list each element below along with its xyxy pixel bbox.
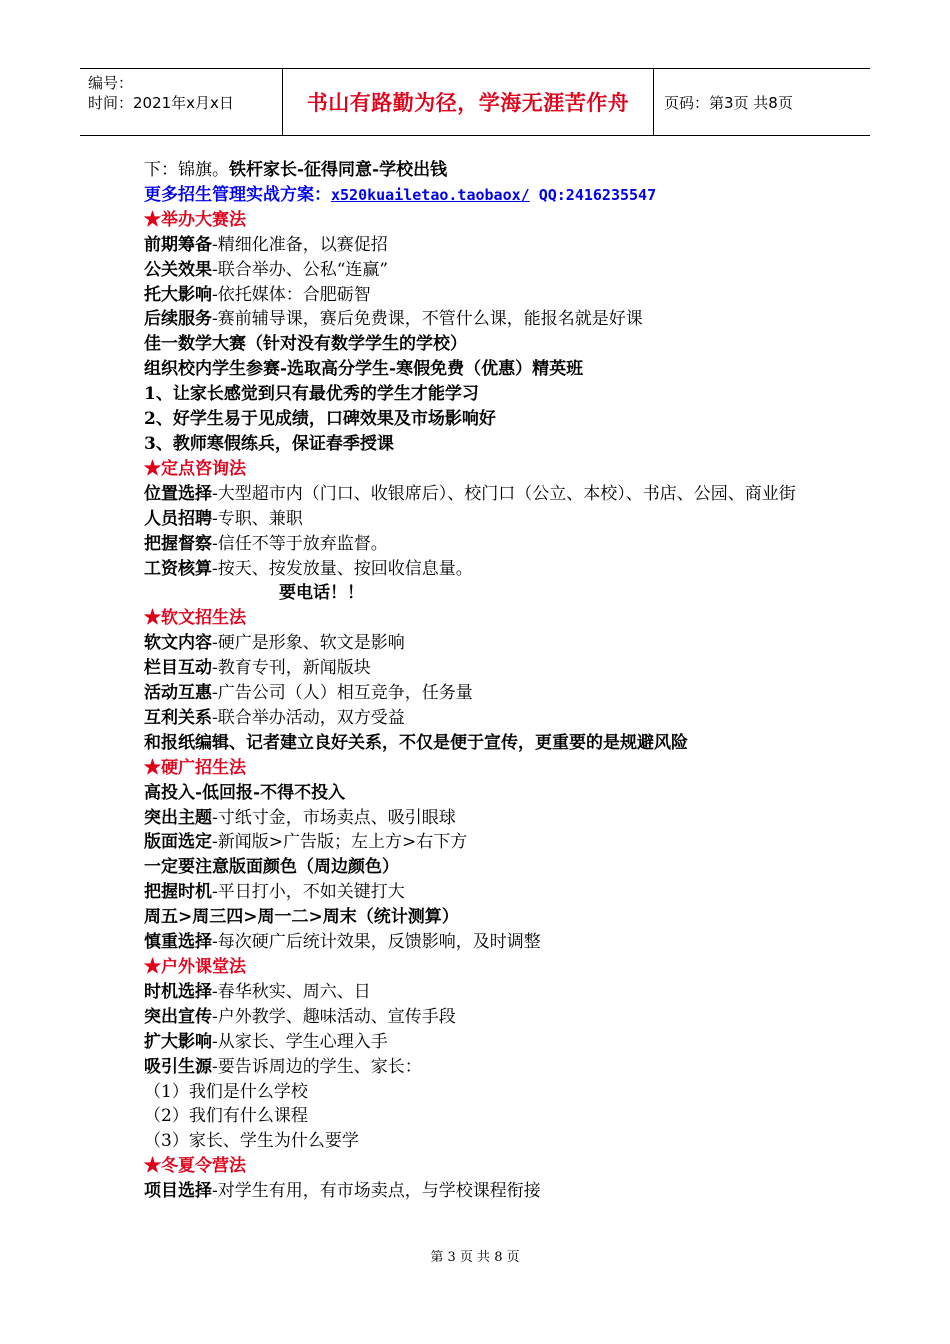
text-line (144, 930, 814, 955)
text-run: 扩大影响 (144, 1031, 212, 1052)
text-line (144, 955, 814, 980)
promo-text: 更多招生管理实战方案： (144, 184, 331, 205)
text-line (144, 756, 814, 781)
text-line (144, 980, 814, 1005)
section-heading: ★冬夏令营法 (144, 1156, 246, 1177)
text-run: -专职、兼职 (212, 508, 303, 529)
text-run: -广告公司（人）相互竞争，任务量 (212, 683, 473, 704)
text-line (144, 706, 814, 731)
text-run: 后续服务 (144, 309, 212, 330)
text-line (144, 855, 814, 880)
text-run: 3、教师寒假练兵，保证春季授课 (144, 433, 394, 454)
text-line (144, 830, 814, 855)
text-run: 佳一数学大赛（针对没有数学学生的学校） (144, 334, 467, 355)
time-label: 时间：2021年x月x日 (88, 94, 234, 112)
text-run: -按天、按发放量、按回收信息量。 (212, 558, 473, 579)
text-line (144, 482, 814, 507)
text-line (144, 880, 814, 905)
text-line (144, 606, 814, 631)
text-run: 周五>周三四>周一二>周末（统计测算） (144, 907, 459, 928)
page-footer: 第 3 页 共 8 页 (430, 1250, 520, 1265)
text-run: 项目选择 (144, 1181, 212, 1202)
text-run: 突出宣传 (144, 1006, 212, 1027)
text-run: -教育专刊，新闻版块 (212, 658, 371, 679)
text-line (144, 1055, 814, 1080)
document-body (144, 158, 814, 1204)
text-line (144, 781, 814, 806)
text-run: 公关效果 (144, 259, 212, 280)
text-run: -要告诉周边的学生、家长： (212, 1056, 422, 1077)
text-run: -硬广是形象、软文是影响 (212, 633, 405, 654)
text-line (144, 557, 814, 582)
text-run: 前期筹备 (144, 234, 212, 255)
text-line (144, 357, 814, 382)
text-line (144, 581, 814, 606)
text-run: 版面选定 (144, 832, 212, 853)
text-line (144, 681, 814, 706)
text-line (144, 283, 814, 308)
text-run: 时机选择 (144, 981, 212, 1002)
text-line (144, 183, 814, 208)
text-line (144, 1154, 814, 1179)
text-run: -依托媒体：合肥砺智 (212, 284, 371, 305)
text-line (144, 208, 814, 233)
text-run: 铁杆家长-征得同意-学校出钱 (229, 160, 448, 180)
text-line (144, 307, 814, 332)
page-header (80, 68, 870, 136)
header-motto: 书山有路勤为径，学海无涯苦作舟 (306, 91, 630, 115)
text-line (144, 258, 814, 283)
text-run: 吸引生源 (144, 1056, 212, 1077)
text-run: （1）我们是什么学校 (144, 1081, 308, 1102)
text-line (144, 656, 814, 681)
text-run: -寸纸寸金，市场卖点、吸引眼球 (212, 807, 456, 828)
text-line (144, 1080, 814, 1105)
text-run: 下：锦旗。 (144, 160, 229, 180)
text-run: 慎重选择 (144, 932, 212, 953)
text-run: -从家长、学生心理入手 (212, 1031, 388, 1052)
text-run: -联合举办活动，双方受益 (212, 707, 405, 728)
text-run: 互利关系 (144, 707, 212, 728)
text-run: 2、好学生易于见成绩，口碑效果及市场影响好 (144, 409, 496, 430)
text-run: 要电话！！ (279, 583, 364, 604)
text-run: 1、让家长感觉到只有最优秀的学生才能学习 (144, 384, 479, 405)
text-run: 组织校内学生参赛-选取高分学生-寒假免费（优惠）精英班 (144, 359, 584, 380)
text-line (144, 1179, 814, 1204)
text-line (144, 1129, 814, 1154)
text-run: 栏目互动 (144, 658, 212, 679)
text-run: 把握时机 (144, 882, 212, 903)
text-line (144, 1030, 814, 1055)
text-run: 人员招聘 (144, 508, 212, 529)
text-line (144, 806, 814, 831)
text-run: -新闻版>广告版；左上方>右下方 (212, 832, 468, 853)
text-line (144, 233, 814, 258)
text-run: -春华秋实、周六、日 (212, 981, 371, 1002)
text-run: 突出主题 (144, 807, 212, 828)
text-run: （2）我们有什么课程 (144, 1106, 308, 1127)
text-run: 位置选择 (144, 483, 212, 504)
promo-link[interactable]: x520kuailetao.taobaox/ (331, 185, 530, 204)
text-line (144, 158, 814, 183)
text-run: 工资核算 (144, 558, 212, 579)
text-run: -户外教学、趣味活动、宣传手段 (212, 1006, 456, 1027)
text-line (144, 407, 814, 432)
text-line (144, 432, 814, 457)
section-heading: ★定点咨询法 (144, 458, 246, 479)
text-run: -信任不等于放弃监督。 (212, 533, 388, 554)
section-heading: ★户外课堂法 (144, 957, 246, 977)
text-run: （3）家长、学生为什么要学 (144, 1131, 359, 1152)
text-run: -赛前辅导课，赛后免费课，不管什么课，能报名就是好课 (212, 309, 643, 330)
text-run: -平日打小，不如关键打大 (212, 882, 405, 903)
text-run: 活动互惠 (144, 683, 212, 704)
text-line (144, 457, 814, 482)
text-run: 把握督察 (144, 533, 212, 554)
text-run: -每次硬广后统计效果，反馈影响，及时调整 (212, 932, 541, 953)
header-motto-cell (282, 69, 654, 135)
section-heading: ★举办大赛法 (144, 209, 246, 230)
header-meta (80, 69, 282, 135)
text-line (144, 532, 814, 557)
text-line (144, 731, 814, 756)
section-heading: ★硬广招生法 (144, 757, 246, 778)
section-heading: ★软文招生法 (144, 608, 246, 629)
text-run: 软文内容 (144, 633, 212, 654)
text-line (144, 1005, 814, 1030)
header-page-cell (654, 69, 870, 135)
text-run: 和报纸编辑、记者建立良好关系，不仅是便于宣传，更重要的是规避风险 (144, 732, 688, 753)
text-run: -大型超市内（门口、收银席后）、校门口（公立、本校）、书店、公园、商业街 (212, 483, 796, 504)
page-number-label: 页码：第3页 共8页 (664, 93, 793, 112)
text-run: -对学生有用，有市场卖点，与学校课程衔接 (212, 1181, 541, 1202)
text-line (144, 631, 814, 656)
text-run: -精细化准备，以赛促招 (212, 234, 388, 255)
text-run: 托大影响 (144, 284, 212, 305)
promo-qq: QQ:2416235547 (529, 185, 657, 204)
text-line (144, 905, 814, 930)
number-label: 编号： (88, 74, 134, 92)
text-run: -联合举办、公私“连赢” (212, 259, 389, 280)
text-line (144, 382, 814, 407)
text-run: 一定要注意版面颜色（周边颜色） (144, 857, 399, 878)
text-line (144, 1104, 814, 1129)
text-line (144, 332, 814, 357)
text-line (144, 507, 814, 532)
text-run: 高投入-低回报-不得不投入 (144, 782, 346, 803)
